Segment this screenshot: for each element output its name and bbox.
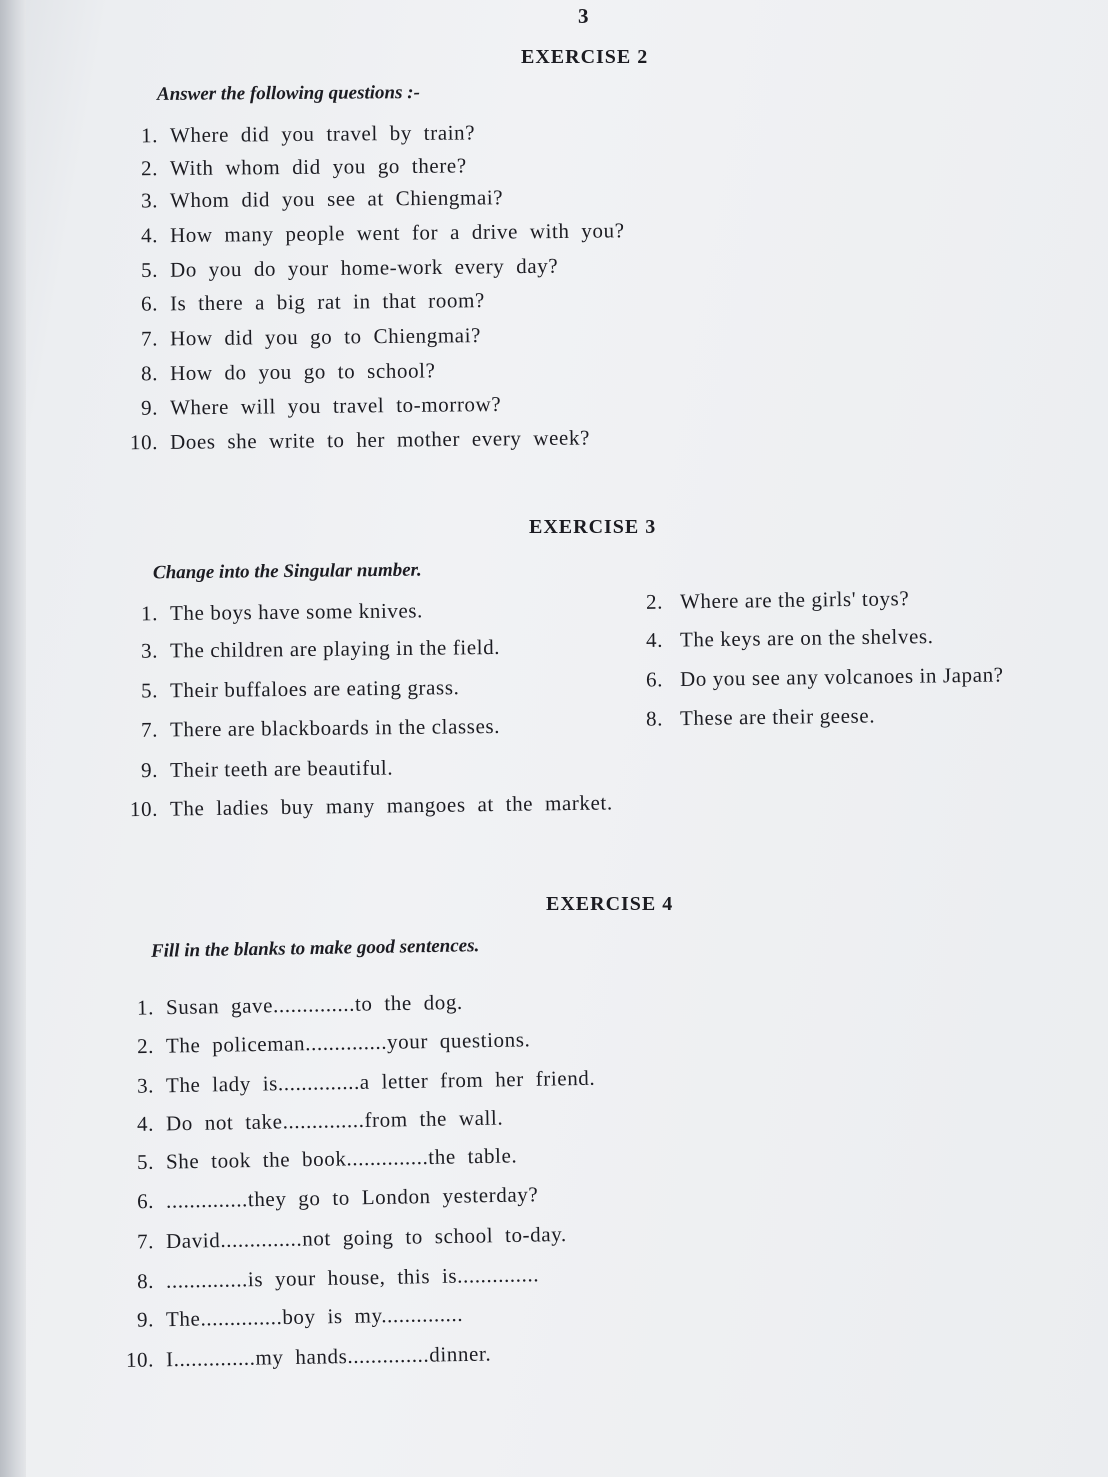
item-number: 1.	[136, 995, 155, 1020]
question-number: 8.	[140, 361, 159, 386]
question-text: Where did you travel by train?	[169, 120, 476, 148]
item-number: 10.	[125, 1347, 155, 1372]
question-number: 1.	[140, 123, 159, 148]
question-text: With whom did you go there?	[169, 153, 467, 181]
exercise-2-question	[110, 153, 467, 181]
item-text: Susan gave..............to the dog.	[165, 989, 463, 1020]
question-number: 3.	[140, 188, 159, 213]
exercise-3-item	[110, 635, 500, 664]
item-number: 5.	[140, 678, 159, 703]
exercise-2-instruction: Answer the following questions :-	[156, 82, 420, 105]
question-number: 6.	[140, 291, 159, 316]
item-text: There are blackboards in the classes.	[169, 713, 501, 742]
exercise-4-item	[106, 1027, 531, 1059]
exercise-2-question	[110, 218, 625, 248]
item-number: 9.	[140, 757, 159, 783]
exercise-3-title: EXERCISE 3	[529, 516, 657, 538]
book-gutter	[0, 0, 26, 1477]
item-number: 8.	[645, 706, 664, 731]
exercise-2-question	[110, 254, 558, 284]
exercise-4-item	[106, 1182, 539, 1215]
item-number: 6.	[645, 667, 664, 692]
question-text: Does she write to her mother every week?	[169, 425, 591, 454]
item-number: 8.	[136, 1268, 155, 1294]
item-number: 6.	[136, 1188, 155, 1214]
item-text: David..............not going to school to-day.	[165, 1221, 567, 1253]
exercise-3-item	[98, 790, 613, 822]
exercise-3-instruction: Change into the Singular number.	[152, 559, 422, 584]
question-number: 9.	[140, 395, 159, 420]
question-text: Is there a big rat in that room?	[169, 288, 485, 316]
exercise-3-item	[110, 675, 460, 704]
item-number: 1.	[140, 601, 159, 626]
exercise-3-item	[110, 756, 393, 784]
item-number: 10.	[129, 796, 159, 822]
exercise-3-item	[110, 714, 500, 743]
exercise-2-question	[110, 185, 503, 213]
item-text: I..............my hands..............dinner.	[165, 1341, 492, 1372]
question-text: How many people went for a drive with you?	[169, 218, 625, 248]
item-text: Where are the girls' toys?	[679, 586, 910, 614]
exercise-4-item	[106, 1262, 539, 1295]
exercise-3-item	[646, 703, 875, 731]
item-text: ..............they go to London yesterday?	[165, 1182, 539, 1213]
question-number: 5.	[140, 257, 159, 283]
question-number: 10.	[129, 430, 159, 455]
exercise-2-question	[110, 120, 475, 148]
exercise-4-item	[106, 1143, 518, 1175]
exercise-2-question	[110, 358, 436, 386]
exercise-2-question	[110, 392, 502, 421]
item-text: The children are playing in the field.	[169, 634, 501, 663]
item-number: 4.	[645, 627, 664, 653]
exercise-4-item	[106, 1302, 464, 1333]
exercise-4-item	[94, 1342, 492, 1374]
exercise-4-title: EXERCISE 4	[546, 893, 674, 915]
item-text: The keys are on the shelves.	[679, 623, 934, 652]
page-number: 3	[578, 4, 589, 28]
item-number: 7.	[140, 717, 159, 742]
item-number: 3.	[140, 638, 159, 663]
exercise-4-item	[106, 1222, 567, 1255]
item-number: 3.	[136, 1073, 155, 1098]
exercise-2-question	[110, 288, 485, 317]
item-number: 5.	[136, 1149, 155, 1175]
item-text: The ladies buy many mangoes at the market.	[169, 790, 613, 821]
item-text: These are their geese.	[679, 703, 876, 731]
item-text: Their teeth are beautiful.	[169, 755, 394, 782]
question-number: 4.	[140, 223, 159, 248]
item-number: 9.	[136, 1307, 155, 1332]
exercise-4-item	[106, 990, 463, 1021]
question-text: How do you go to school?	[169, 358, 436, 386]
exercise-2-question	[110, 323, 481, 352]
question-text: Whom did you see at Chiengmai?	[169, 185, 504, 213]
exercise-3-item	[110, 598, 423, 626]
question-number: 2.	[140, 156, 159, 181]
item-number: 4.	[136, 1111, 155, 1136]
item-text: The lady is..............a letter from her friend.	[165, 1065, 596, 1098]
exercise-2-title: EXERCISE 2	[521, 46, 649, 68]
question-text: Do you do your home-work every day?	[169, 253, 559, 282]
item-text: She took the book..............the table.	[165, 1143, 518, 1174]
exercise-3-item	[646, 586, 910, 615]
exercise-4-item	[106, 1066, 596, 1100]
item-number: 2.	[136, 1033, 155, 1059]
item-text: Do not take..............from the wall.	[165, 1105, 504, 1136]
item-text: ..............is your house, this is..............	[165, 1262, 540, 1293]
item-number: 7.	[136, 1229, 155, 1254]
exercise-3-item	[646, 663, 1004, 693]
exercise-3-item	[646, 624, 934, 653]
exercise-4-item	[106, 1106, 504, 1138]
exercise-4-instruction: Fill in the blanks to make good sentences.	[150, 935, 480, 962]
question-text: Where will you travel to-morrow?	[169, 391, 502, 420]
question-number: 7.	[140, 326, 159, 351]
item-text: The policeman..............your questions.	[165, 1027, 531, 1058]
item-text: The boys have some knives.	[169, 598, 424, 626]
exercise-2-question	[110, 425, 590, 455]
item-text: Their buffaloes are eating grass.	[169, 675, 460, 703]
item-text: Do you see any volcanoes in Japan?	[679, 662, 1004, 692]
item-text: The..............boy is my..............	[165, 1301, 464, 1332]
question-text: How did you go to Chiengmai?	[169, 323, 482, 351]
item-number: 2.	[645, 589, 664, 614]
